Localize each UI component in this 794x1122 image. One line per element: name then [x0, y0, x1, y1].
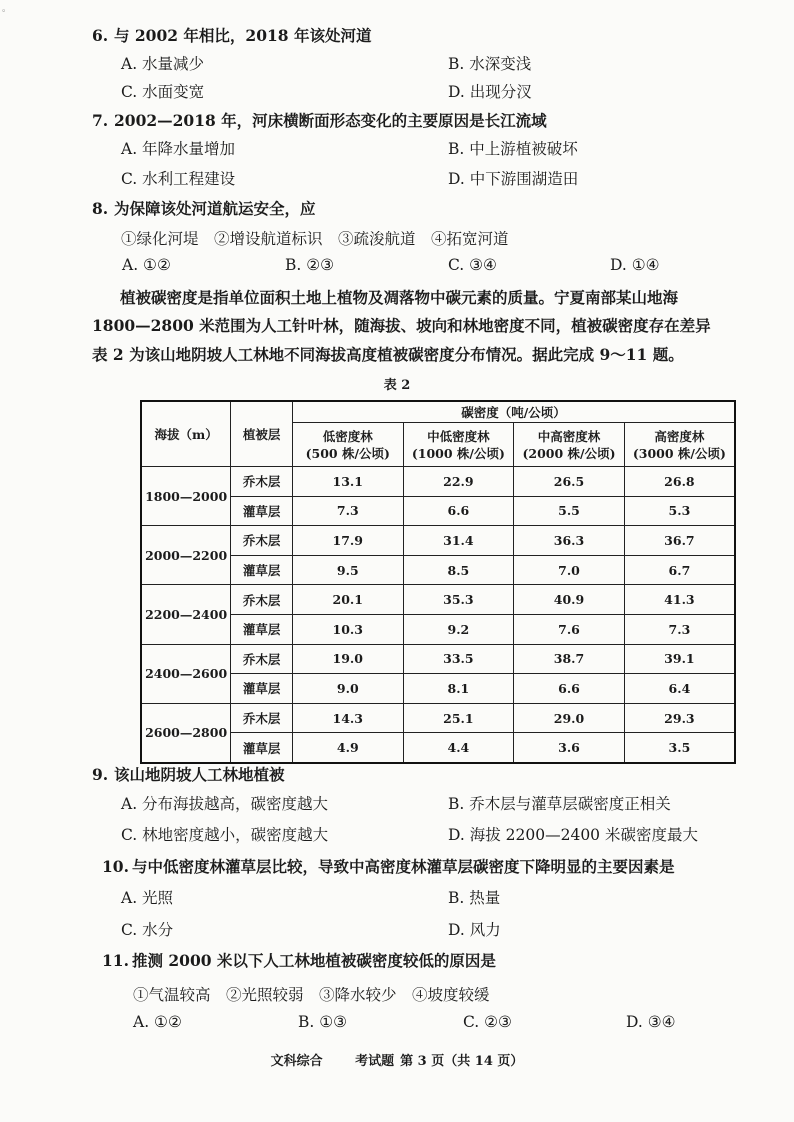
column-header-sub: (3000 株/公顷) — [632, 445, 726, 461]
table-row — [141, 674, 735, 704]
layer-cell: 乔木层 — [231, 703, 293, 733]
header-layer: 植被层 — [231, 401, 293, 467]
value-cell: 3.6 — [514, 733, 625, 763]
column-header-sub: (2000 株/公顷) — [522, 445, 616, 461]
intro-line-1: 植被碳密度是指单位面积土地上植物及凋落物中碳元素的质量。宁夏南部某山地海 — [120, 288, 679, 307]
question-number: 7. — [92, 111, 109, 130]
value-cell: 33.5 — [403, 644, 514, 674]
altitude-cell: 2600—2800 — [141, 703, 231, 763]
question-number: 9. — [92, 765, 109, 784]
altitude-cell: 2200—2400 — [141, 585, 231, 644]
value-cell: 9.0 — [292, 674, 403, 704]
table-caption: 表 2 — [383, 378, 411, 393]
layer-cell: 灌草层 — [231, 555, 293, 585]
q9-option-c: C. 林地密度越小，碳密度越大 — [121, 826, 329, 844]
footer-subject: 文科综合 — [270, 1054, 323, 1069]
value-cell: 7.0 — [514, 555, 625, 585]
column-header-name: 低密度林 — [322, 428, 373, 444]
intro-line-3: 表 2 为该山地阴坡人工林地不同海拔高度植被碳密度分布情况。据此完成 9～11 题。 — [92, 345, 684, 364]
question-number: 6. — [92, 26, 109, 45]
value-cell: 10.3 — [292, 614, 403, 644]
table-row — [141, 496, 735, 526]
table-row — [141, 614, 735, 644]
table-row — [141, 467, 735, 497]
q6-option-c: C. 水面变宽 — [121, 83, 205, 101]
value-cell: 7.3 — [624, 614, 735, 644]
value-cell: 9.5 — [292, 555, 403, 585]
q8-choices: ①绿化河堤 ②增设航道标识 ③疏浚航道 ④拓宽河道 — [121, 230, 509, 248]
value-cell: 19.0 — [292, 644, 403, 674]
value-cell: 4.9 — [292, 733, 403, 763]
value-cell: 40.9 — [514, 585, 625, 615]
value-cell: 4.4 — [403, 733, 514, 763]
value-cell: 36.3 — [514, 526, 625, 556]
altitude-cell: 2400—2600 — [141, 644, 231, 703]
q6-option-b: B. 水深变浅 — [448, 55, 532, 73]
value-cell: 35.3 — [403, 585, 514, 615]
q6-option-d: D. 出现分汊 — [448, 83, 532, 101]
value-cell: 22.9 — [403, 467, 514, 497]
value-cell: 38.7 — [514, 644, 625, 674]
footer-page: 第 3 页（共 14 页） — [400, 1054, 524, 1069]
q8-option-c: C. ③④ — [448, 256, 497, 274]
table-row — [141, 526, 735, 556]
value-cell: 9.2 — [403, 614, 514, 644]
value-cell: 29.3 — [624, 703, 735, 733]
intro-line-2: 1800—2800 米范围为人工针叶林，随海拔、坡向和林地密度不同，植被碳密度存在差异 — [92, 316, 711, 335]
column-header — [624, 423, 735, 467]
value-cell: 29.0 — [514, 703, 625, 733]
q9-option-b: B. 乔木层与灌草层碳密度正相关 — [448, 795, 671, 813]
layer-cell: 灌草层 — [231, 733, 293, 763]
q8-option-b: B. ②③ — [285, 256, 335, 274]
table-row — [141, 644, 735, 674]
value-cell: 36.7 — [624, 526, 735, 556]
carbon-density-table — [140, 400, 736, 764]
column-header-sub: (500 株/公顷) — [305, 445, 390, 461]
q9-option-d: D. 海拔 2200—2400 米碳密度最大 — [448, 826, 698, 844]
q8-option-a: A. ①② — [122, 256, 171, 274]
table-row — [141, 555, 735, 585]
question-number: 8. — [92, 199, 109, 218]
value-cell: 31.4 — [403, 526, 514, 556]
column-header-name: 中低密度林 — [427, 428, 490, 444]
q10-option-b: B. 热量 — [448, 889, 501, 907]
table-row — [141, 733, 735, 763]
question-number: 10. — [102, 857, 129, 876]
value-cell: 26.5 — [514, 467, 625, 497]
layer-cell: 灌草层 — [231, 614, 293, 644]
q8-option-d: D. ①④ — [610, 256, 660, 274]
value-cell: 7.6 — [514, 614, 625, 644]
column-header — [403, 423, 514, 467]
value-cell: 5.5 — [514, 496, 625, 526]
layer-cell: 乔木层 — [231, 467, 293, 497]
question-8-stem: 8. 为保障该处河道航运安全，应 — [92, 199, 316, 218]
value-cell: 5.3 — [624, 496, 735, 526]
value-cell: 14.3 — [292, 703, 403, 733]
value-cell: 25.1 — [403, 703, 514, 733]
layer-cell: 乔木层 — [231, 644, 293, 674]
q11-option-d: D. ③④ — [626, 1013, 676, 1031]
column-header-sub: (1000 株/公顷) — [411, 445, 505, 461]
q9-option-a: A. 分布海拔越高，碳密度越大 — [121, 795, 329, 813]
layer-cell: 乔木层 — [231, 526, 293, 556]
value-cell: 6.7 — [624, 555, 735, 585]
question-10-stem: 10. 与中低密度林灌草层比较，导致中高密度林灌草层碳密度下降明显的主要因素是 — [102, 857, 675, 876]
q11-option-c: C. ②③ — [463, 1013, 512, 1031]
question-9-stem: 9. 该山地阴坡人工林地植被 — [92, 765, 285, 784]
value-cell: 20.1 — [292, 585, 403, 615]
layer-cell: 灌草层 — [231, 496, 293, 526]
q10-option-c: C. 水分 — [121, 921, 174, 939]
value-cell: 3.5 — [624, 733, 735, 763]
question-6-stem: 6. 与 2002 年相比，2018 年该处河道 — [92, 26, 372, 45]
corner-mark: 。 — [2, 4, 12, 14]
question-11-stem: 11. 推测 2000 米以下人工林地植被碳密度较低的原因是 — [102, 951, 496, 970]
header-altitude: 海拔（m） — [141, 401, 231, 467]
q6-option-a: A. 水量减少 — [121, 55, 205, 73]
value-cell: 8.1 — [403, 674, 514, 704]
layer-cell: 灌草层 — [231, 674, 293, 704]
q7-option-c: C. 水利工程建设 — [121, 170, 236, 188]
column-header — [514, 423, 625, 467]
value-cell: 17.9 — [292, 526, 403, 556]
value-cell: 8.5 — [403, 555, 514, 585]
table-row — [141, 703, 735, 733]
column-header-name: 高密度林 — [654, 428, 705, 444]
column-header-name: 中高密度林 — [537, 428, 601, 444]
table-row — [141, 585, 735, 615]
footer-paper: 考试题 — [355, 1054, 395, 1069]
page-footer — [0, 1050, 794, 1069]
value-cell: 26.8 — [624, 467, 735, 497]
q11-option-b: B. ①③ — [298, 1013, 348, 1031]
value-cell: 41.3 — [624, 585, 735, 615]
q7-option-b: B. 中上游植被破坏 — [448, 140, 578, 158]
question-number: 11. — [102, 951, 129, 970]
altitude-cell: 2000—2200 — [141, 526, 231, 585]
altitude-cell: 1800—2000 — [141, 467, 231, 526]
value-cell: 6.4 — [624, 674, 735, 704]
q7-option-a: A. 年降水量增加 — [121, 140, 236, 158]
question-7-stem: 7. 2002—2018 年，河床横断面形态变化的主要原因是长江流域 — [92, 111, 547, 130]
value-cell: 6.6 — [403, 496, 514, 526]
value-cell: 7.3 — [292, 496, 403, 526]
q7-option-d: D. 中下游围湖造田 — [448, 170, 579, 188]
q10-option-d: D. 风力 — [448, 921, 501, 939]
value-cell: 13.1 — [292, 467, 403, 497]
q11-choices: ①气温较高 ②光照较弱 ③降水较少 ④坡度较缓 — [133, 986, 490, 1004]
value-cell: 39.1 — [624, 644, 735, 674]
layer-cell: 乔木层 — [231, 585, 293, 615]
q10-option-a: A. 光照 — [121, 889, 174, 907]
column-header — [292, 423, 403, 467]
q11-option-a: A. ①② — [133, 1013, 182, 1031]
value-cell: 6.6 — [514, 674, 625, 704]
header-density: 碳密度（吨/公顷） — [292, 401, 735, 423]
